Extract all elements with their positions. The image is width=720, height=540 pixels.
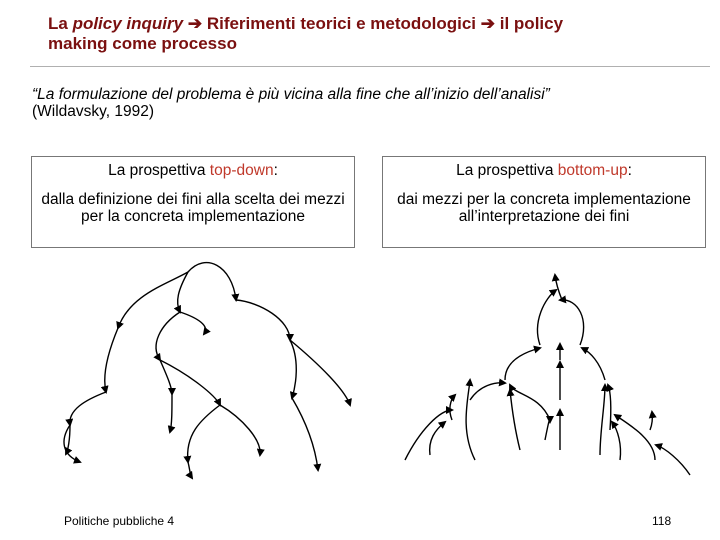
- title-italic: policy inquiry: [72, 14, 184, 33]
- td-branch: [188, 263, 236, 300]
- bu-branch: [656, 445, 690, 475]
- title-part: La: [48, 14, 73, 33]
- heading-prefix: La prospettiva: [108, 162, 210, 179]
- heading-prefix: La prospettiva: [456, 162, 558, 179]
- quote-source: (Wildavsky, 1992): [32, 103, 155, 120]
- td-branch: [70, 392, 106, 425]
- bottom-up-tree: [405, 275, 690, 475]
- td-branch: [105, 328, 118, 392]
- td-branch: [236, 300, 290, 340]
- td-branch: [64, 425, 80, 462]
- bu-branch: [470, 383, 505, 400]
- td-branch: [290, 340, 350, 405]
- title-part: making come processo: [48, 34, 237, 53]
- td-branch: [290, 340, 296, 398]
- arrow-right-icon: ➔: [480, 14, 496, 33]
- bu-branch: [650, 412, 652, 430]
- heading-suffix: :: [627, 162, 632, 179]
- bu-branch: [560, 300, 584, 345]
- bu-branch: [466, 380, 475, 460]
- bu-branch: [510, 385, 550, 420]
- td-branch: [292, 398, 318, 470]
- td-branch: [170, 394, 172, 432]
- bu-branch: [538, 290, 556, 345]
- bu-branch: [450, 395, 455, 420]
- bottom-up-description: dai mezzi per la concreta implementazione all’interpretazione dei fini: [397, 191, 691, 225]
- top-down-tree: [64, 263, 350, 478]
- arrow-right-icon: ➔: [187, 14, 203, 33]
- title-part: Riferimenti teorici e metodologici: [206, 14, 477, 33]
- bu-branch: [510, 390, 520, 450]
- bu-branch: [612, 422, 621, 460]
- td-branch: [180, 312, 206, 334]
- bu-branch: [545, 420, 550, 440]
- heading-suffix: :: [273, 162, 278, 179]
- page-number: 118: [652, 514, 672, 528]
- heading-accent: bottom-up: [557, 162, 628, 179]
- title-part: il policy: [499, 14, 564, 33]
- bu-branch: [600, 385, 605, 455]
- bu-branch: [405, 410, 452, 460]
- td-branch: [220, 405, 260, 455]
- quote-text: “La formulazione del problema è più vicina alla fine che all’inizio dell’analisi”: [32, 86, 550, 103]
- footer-course: Politiche pubbliche 4: [64, 514, 175, 528]
- heading-accent: top-down: [209, 162, 274, 179]
- bu-branch: [430, 422, 445, 455]
- td-branch: [188, 405, 220, 462]
- td-branch: [178, 272, 188, 312]
- top-down-description: dalla definizione dei fini alla scelta dei mezzi per la concreta implementazione: [41, 191, 345, 225]
- bu-branch: [608, 385, 611, 430]
- bu-branch: [555, 275, 562, 300]
- bu-branch: [505, 348, 540, 380]
- bu-branch: [582, 348, 605, 380]
- td-branch: [156, 312, 180, 360]
- td-branch: [188, 462, 192, 478]
